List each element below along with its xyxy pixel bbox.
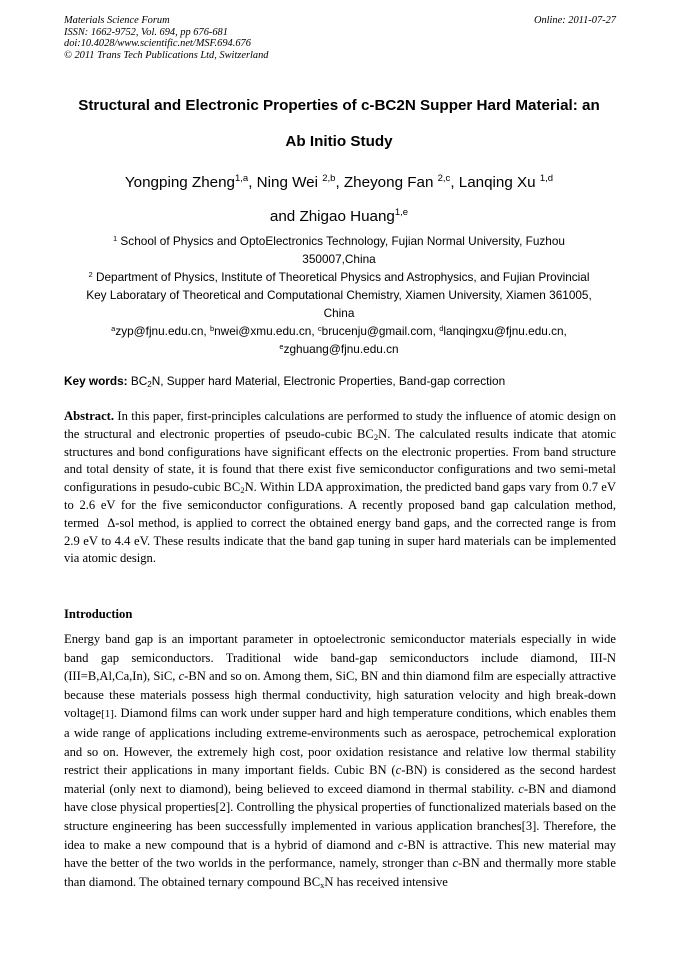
author-affil-sup: 2,b bbox=[322, 173, 336, 184]
author-affil-sup: 1,e bbox=[394, 207, 409, 218]
journal-doi[interactable]: doi:10.4028/www.scientific.net/MSF.694.676 bbox=[64, 38, 251, 49]
section-heading-introduction: Introduction bbox=[64, 607, 133, 621]
keywords-label: Key words: bbox=[64, 374, 128, 388]
author-line-2 bbox=[40, 200, 638, 234]
author-name: and Zhigao Huang bbox=[269, 208, 395, 225]
email-link[interactable]: zyp@fjnu.edu.cn, bbox=[115, 324, 210, 338]
title-line-2: Ab Initio Study bbox=[285, 133, 393, 150]
keywords: Key words: $BC_2N$, Supper hard Material, Electronic Properties, Band-gap correction bbox=[64, 374, 506, 389]
abstract-label: Abstract. bbox=[64, 409, 115, 423]
author-name: Ning Wei bbox=[256, 174, 323, 191]
author-name: Lanqing Xu bbox=[458, 174, 540, 191]
email-link[interactable]: zghuang@fjnu.edu.cn bbox=[283, 342, 399, 356]
author-name: Zheyong Fan bbox=[343, 174, 438, 191]
affiliation-1: $^1$ School of Physics and OptoElectronics Technology, Fujian Normal University, Fuzhou bbox=[112, 234, 565, 248]
journal-name: Materials Science Forum bbox=[64, 15, 170, 26]
email-list: $^a$zyp@fjnu.edu.cn, $^b$nwei@xmu.edu.cn, $^c$brucenju@gmail.com, $^d$lanqingxu@fjnu.edu.cn, bbox=[111, 324, 567, 338]
email-list-2: $^e$zghuang@fjnu.edu.cn bbox=[279, 342, 399, 356]
affiliation-2: $^2$ Department of Physics, Institute of Theoretical Physics and Astrophysics, and Fujian Provincial bbox=[88, 270, 590, 284]
author-affil-sup: 1,d bbox=[539, 173, 554, 184]
author-line-1: Yongping Zheng$^{1,a}$, Ning Wei $^{2,b}$, Zheyong Fan $^{2,c}$, Lanqing Xu $^{1,d}$ bbox=[124, 173, 554, 191]
journal-copyright: © 2011 Trans Tech Publications Ltd, Switzerland bbox=[64, 49, 269, 61]
author-list bbox=[40, 166, 638, 234]
introduction-body: Energy band gap is an important parameter in optoelectronic semiconductor materials especially in wide band gap semiconductors. Traditional wide band-gap semiconductors include diamond, III-N (III=B,Al,Ca,In), SiC, c-BN and so on. Among them, SiC, BN and thin diamond film are especially attractive because these materials possess high thermal conductivity, high saturation velocity and high break-down voltage[1]. Diamond films can work under supper hard and high temperature conditions, which enables them a wide range of applications including extreme-environments such as aerospace, petrochemical exploration and so on. However, the extremely high cost, poor oxidation resistance and relative low thermal stability restrict their applications in many important fields. Cubic BN (c-BN) is considered as the second hardest material (only next to diamond), being believed to exceed diamond in thermal stability. c-BN and diamond have close physical properties[2]. Controlling the physical properties of functionalized materials based on the structure engineering has been successfully implemented in various application branches[3]. Therefore, the idea to make a new compound that is a hybrid of diamond and c-BN is attractive. This new material may have the better of the two worlds in the performance, namely, stronger than c-BN and thermally more stable than diamond. The obtained ternary compound $BC_xN$ has received intensive bbox=[64, 632, 617, 890]
journal-issn: ISSN: 1662-9752, Vol. 694, pp 676-681 bbox=[64, 26, 228, 38]
citation-ref[interactable]: [1] bbox=[101, 708, 114, 721]
affiliations: $^1$ School of Physics and OptoElectronics Technology, Fujian Normal University, Fuzhou 350007,China $^2$ Department of Physics, Institute of Theoretical Physics and Astrophysics, and Fujian Provincial Key Laboratary of Theoretical and Computational Chemistry, Xiamen University, Xiamen 361005, China $^a$zyp@fjnu.edu.cn, $^b$nwei@xmu.edu.cn, $^c$brucenju@gmail.com, $^d$lanqingxu@fjnu.edu.cn, $^e$zghuang@fjnu.edu.cn bbox=[40, 232, 638, 358]
journal-header bbox=[64, 15, 268, 61]
author-affil-sup: 2,c bbox=[437, 173, 451, 184]
author-name: Yongping Zheng bbox=[124, 174, 235, 191]
online-date: Online: 2011-07-27 bbox=[533, 15, 616, 26]
title-line-1: Structural and Electronic Properties of c-BC2N Supper Hard Material: an bbox=[78, 97, 600, 114]
email-link[interactable]: brucenju@gmail.com, bbox=[321, 324, 440, 338]
author-affil-sup: 1,a bbox=[235, 173, 249, 184]
paper-title bbox=[40, 88, 638, 160]
email-link[interactable]: lanqingxu@fjnu.edu.cn, bbox=[443, 324, 567, 338]
abstract: Abstract. In this paper, first-principles calculations are performed to study the influence of atomic design on the structural and electronic properties of pseudo-cubic $BC_2N$. The calculated results indicate that atomic structures and bond configurations have significant effects on the electronic properties. From band structure and total density of state, it is found that there exist five semiconductor configurations and two semi-metal configurations in pesudo-cubic $BC_2N$. Within LDA approximation, the predicted band gaps vary from 0.7 eV to 2.6 eV for the five semiconductor configurations. A recently proposed band gap calculation method, termed Δ-sol method, is applied to correct the obtained energy band gaps, and the corrected range is from 2.9 eV to 4.4 eV. These results indicate that the band gap tuning in super hard materials can be implemented via atomic design. bbox=[64, 409, 616, 566]
email-link[interactable]: nwei@xmu.edu.cn, bbox=[214, 324, 318, 338]
